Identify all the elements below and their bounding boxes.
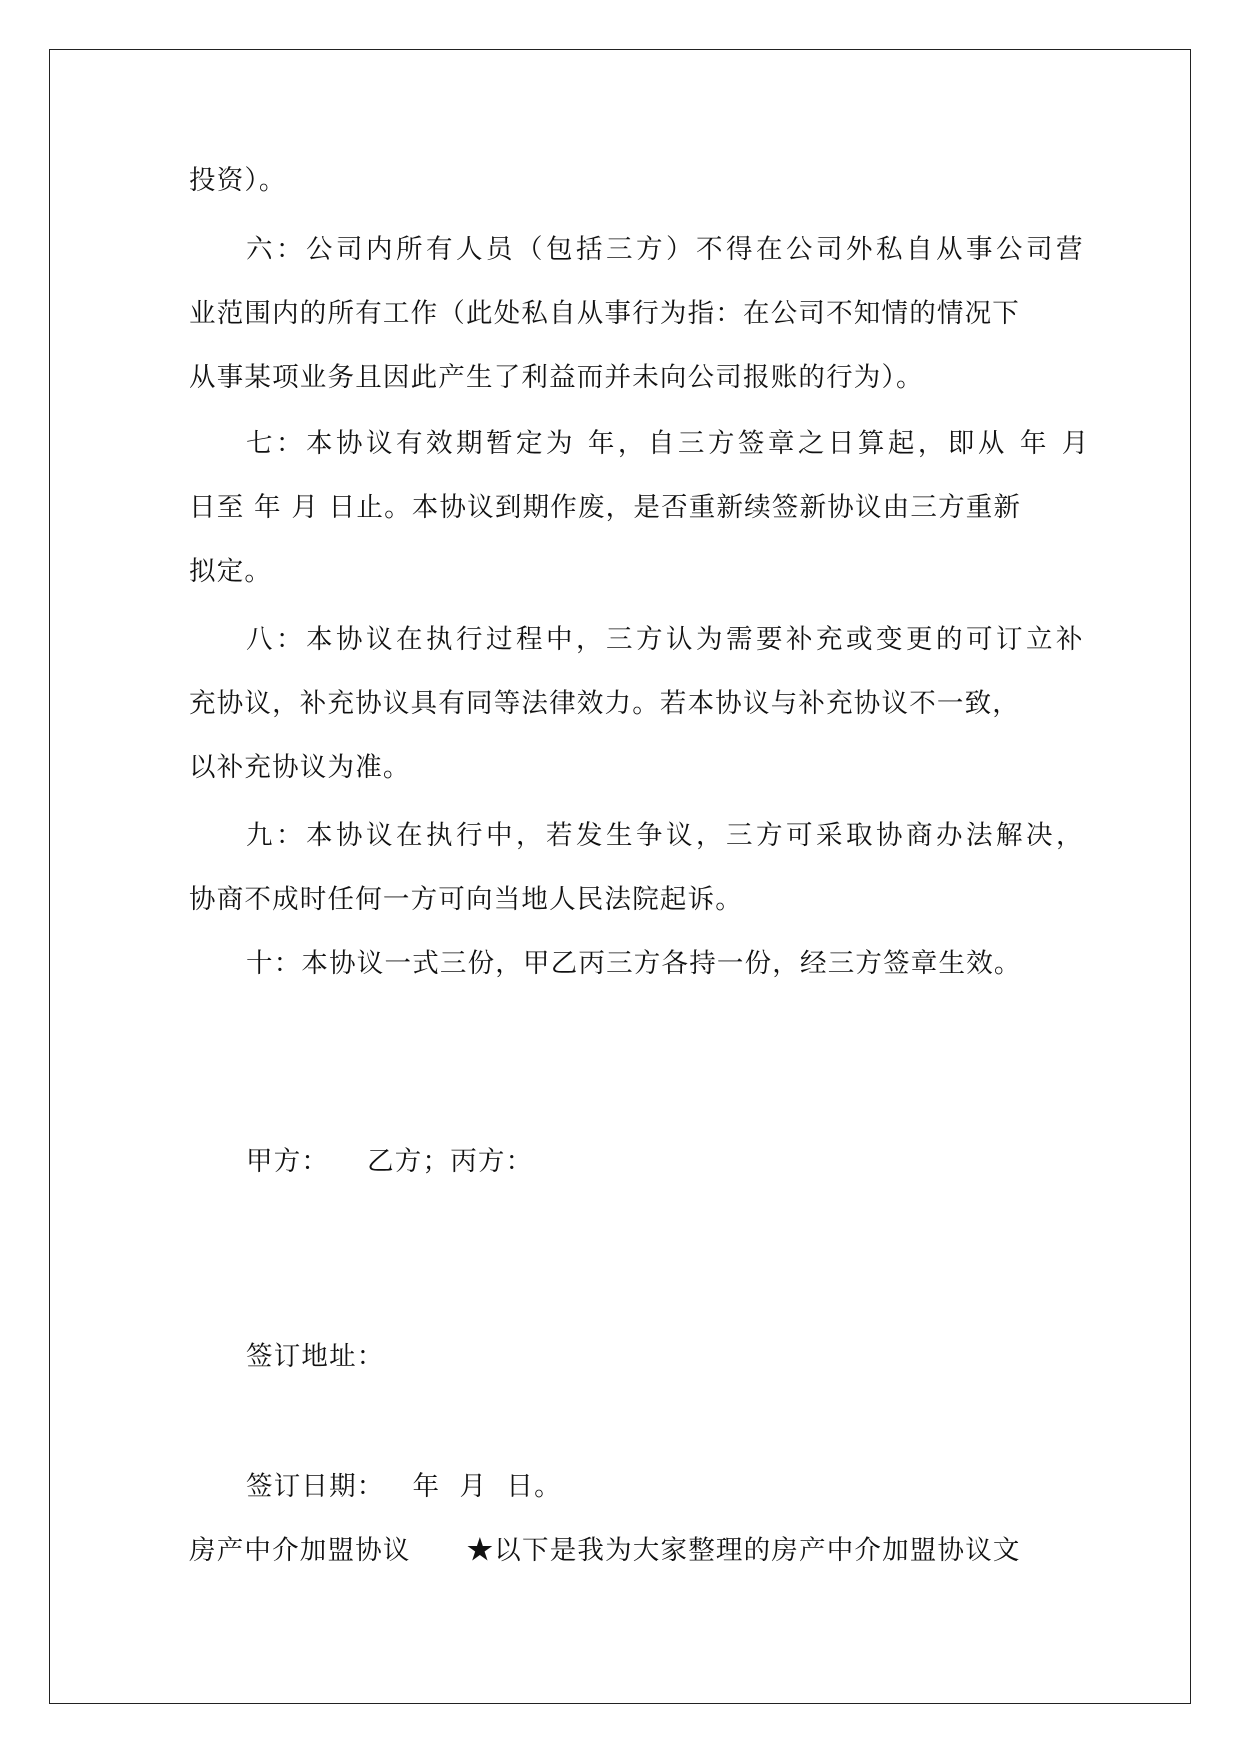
signature-parties: [246, 1142, 533, 1182]
sign-address-label: 签订地址：: [246, 1341, 385, 1372]
party-b-c-label: 乙方；丙方：: [367, 1146, 534, 1177]
clause-nine: 九：本协议在执行中，若发生争议，三方可采取协商办法解决，: [246, 820, 1086, 851]
paragraph-line: 从事某项业务且因此产生了利益而并未向公司报账的行为）。: [189, 362, 924, 393]
paragraph-line: 协商不成时任何一方可向当地人民法院起诉。: [189, 884, 743, 915]
paragraph-line: 拟定。: [189, 556, 273, 587]
footer-line: [189, 1531, 1021, 1571]
paragraph-line: 以补充协议为准。: [189, 752, 411, 783]
paragraph-line: 充协议，补充协议具有同等法律效力。若本协议与补充协议不一致，: [189, 688, 1020, 719]
paragraph-line: 业范围内的所有工作（此处私自从事行为指：在公司不知情的情况下: [189, 298, 1020, 329]
clause-eight: 八：本协议在执行过程中，三方认为需要补充或变更的可订立补: [246, 624, 1086, 655]
paragraph-line: 日至 年 月 日止。本协议到期作废，是否重新续签新协议由三方重新: [189, 492, 1022, 523]
sign-date: [246, 1467, 562, 1507]
sign-date-label: 签订日期：: [246, 1471, 385, 1502]
clause-six: 六：公司内所有人员（包括三方）不得在公司外私自从事公司营: [246, 234, 1086, 265]
footer-title: 房产中介加盟协议: [189, 1535, 411, 1566]
clause-seven: 七：本协议有效期暂定为 年，自三方签章之日算起，即从 年 月: [246, 428, 1092, 459]
footer-intro: ★以下是我为大家整理的房产中介加盟协议文: [466, 1535, 1021, 1566]
party-a-label: 甲方：: [246, 1146, 330, 1177]
paragraph-line: 投资）。: [189, 165, 287, 196]
clause-ten: 十：本协议一式三份，甲乙丙三方各持一份，经三方签章生效。: [246, 948, 1022, 979]
sign-date-value: 年 月 日。: [412, 1471, 562, 1502]
